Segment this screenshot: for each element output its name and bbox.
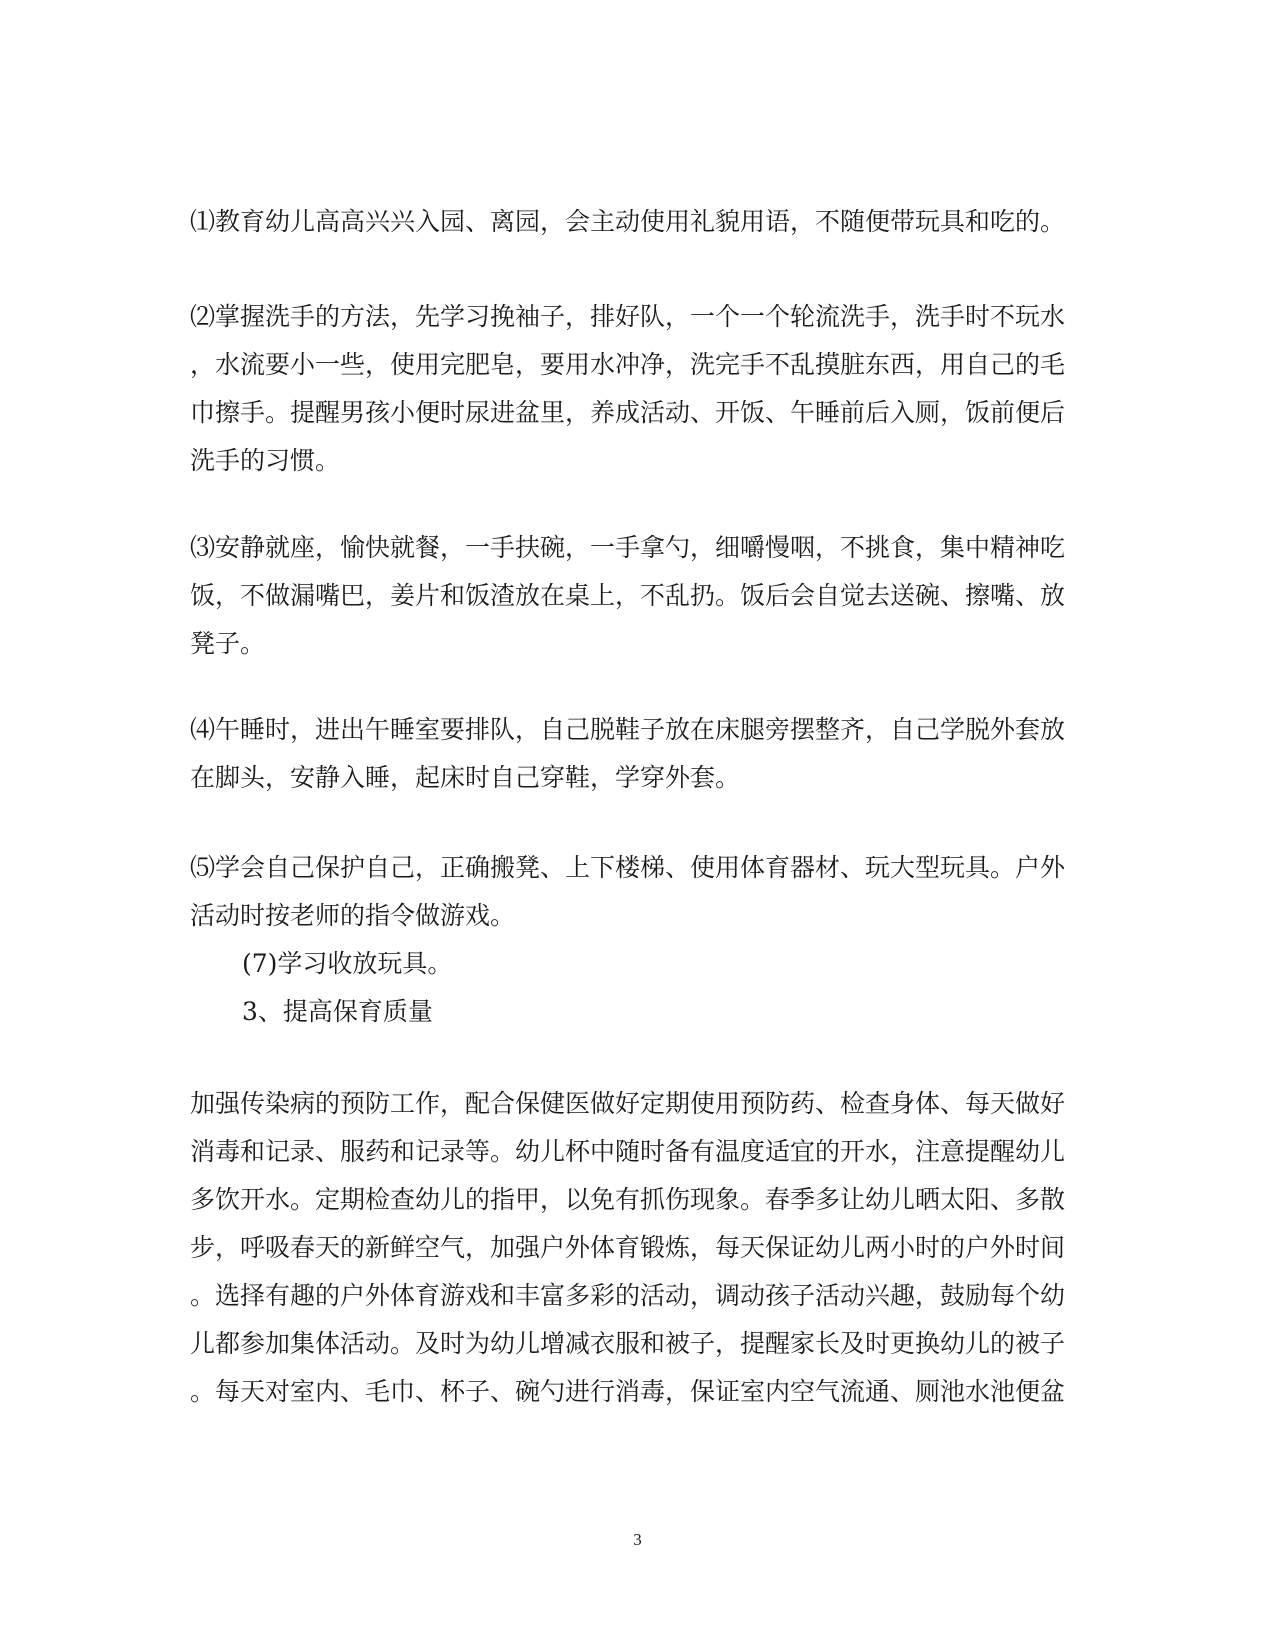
text-line: 步，呼吸春天的新鲜空气，加强户外体育锻炼，每天保证幼儿两小时的户外时间: [190, 1233, 1066, 1262]
paragraph-2: [190, 293, 1090, 485]
text-line: ⑸学会自己保护自己，正确搬凳、上下楼梯、使用体育器材、玩大型玩具。户外: [190, 853, 1066, 882]
section-heading: [242, 988, 1142, 1036]
text-line: 饭，不做漏嘴巴，姜片和饭渣放在桌上，不乱扔。饭后会自觉去送碗、擦嘴、放: [190, 581, 1066, 610]
text-line: 在脚头，安静入睡，起床时自己穿鞋，学穿外套。: [190, 763, 741, 792]
paragraph-8: [190, 1080, 1090, 1416]
text-line: (7)学习收放玩具。: [242, 949, 453, 978]
text-line: ，水流要小一些，使用完肥皂，要用水冲净，洗完手不乱摸脏东西，用自己的毛: [190, 350, 1066, 379]
text-line: 多饮开水。定期检查幼儿的指甲，以免有抓伤现象。春季多让幼儿晒太阳、多散: [190, 1185, 1066, 1214]
text-line: 。选择有趣的户外体育游戏和丰富多彩的活动，调动孩子活动兴趣，鼓励每个幼: [190, 1281, 1066, 1310]
text-line: 洗手的习惯。: [190, 446, 341, 475]
text-line: 巾擦手。提醒男孩小便时尿进盆里，养成活动、开饭、午睡前后入厕，饭前便后: [190, 398, 1066, 427]
text-line: 。每天对室内、毛巾、杯子、碗勺进行消毒，保证室内空气流通、厕池水池便盆: [190, 1377, 1066, 1406]
text-line: 消毒和记录、服药和记录等。幼儿杯中随时备有温度适宜的开水，注意提醒幼儿: [190, 1137, 1066, 1166]
text-line: ⑶安静就座，愉快就餐，一手扶碗，一手拿勺，细嚼慢咽，不挑食，集中精神吃: [190, 533, 1066, 562]
text-line: 儿都参加集体活动。及时为幼儿增减衣服和被子，提醒家长及时更换幼儿的被子: [190, 1329, 1066, 1358]
text-line: 加强传染病的预防工作，配合保健医做好定期使用预防药、检查身体、每天做好: [190, 1089, 1066, 1118]
page-number: 3: [633, 1530, 642, 1549]
text-line: ⑵掌握洗手的方法，先学习挽袖子，排好队，一个一个轮流洗手，洗手时不玩水: [190, 302, 1066, 331]
paragraph-1: [190, 198, 1090, 246]
paragraph-4: [190, 706, 1090, 802]
paragraph-3: [190, 524, 1090, 668]
text-line: ⑷午睡时，进出午睡室要排队，自己脱鞋子放在床腿旁摆整齐，自己学脱外套放: [190, 715, 1066, 744]
heading-text: 3、提高保育质量: [242, 997, 433, 1026]
text-line: 活动时按老师的指令做游戏。: [190, 901, 516, 930]
text-line: 凳子。: [190, 629, 266, 658]
text-line: ⑴教育幼儿高高兴兴入园、离园，会主动使用礼貌用语，不随便带玩具和吃的。: [190, 207, 1066, 236]
paragraph-6: [242, 940, 1142, 988]
paragraph-5: [190, 844, 1090, 940]
